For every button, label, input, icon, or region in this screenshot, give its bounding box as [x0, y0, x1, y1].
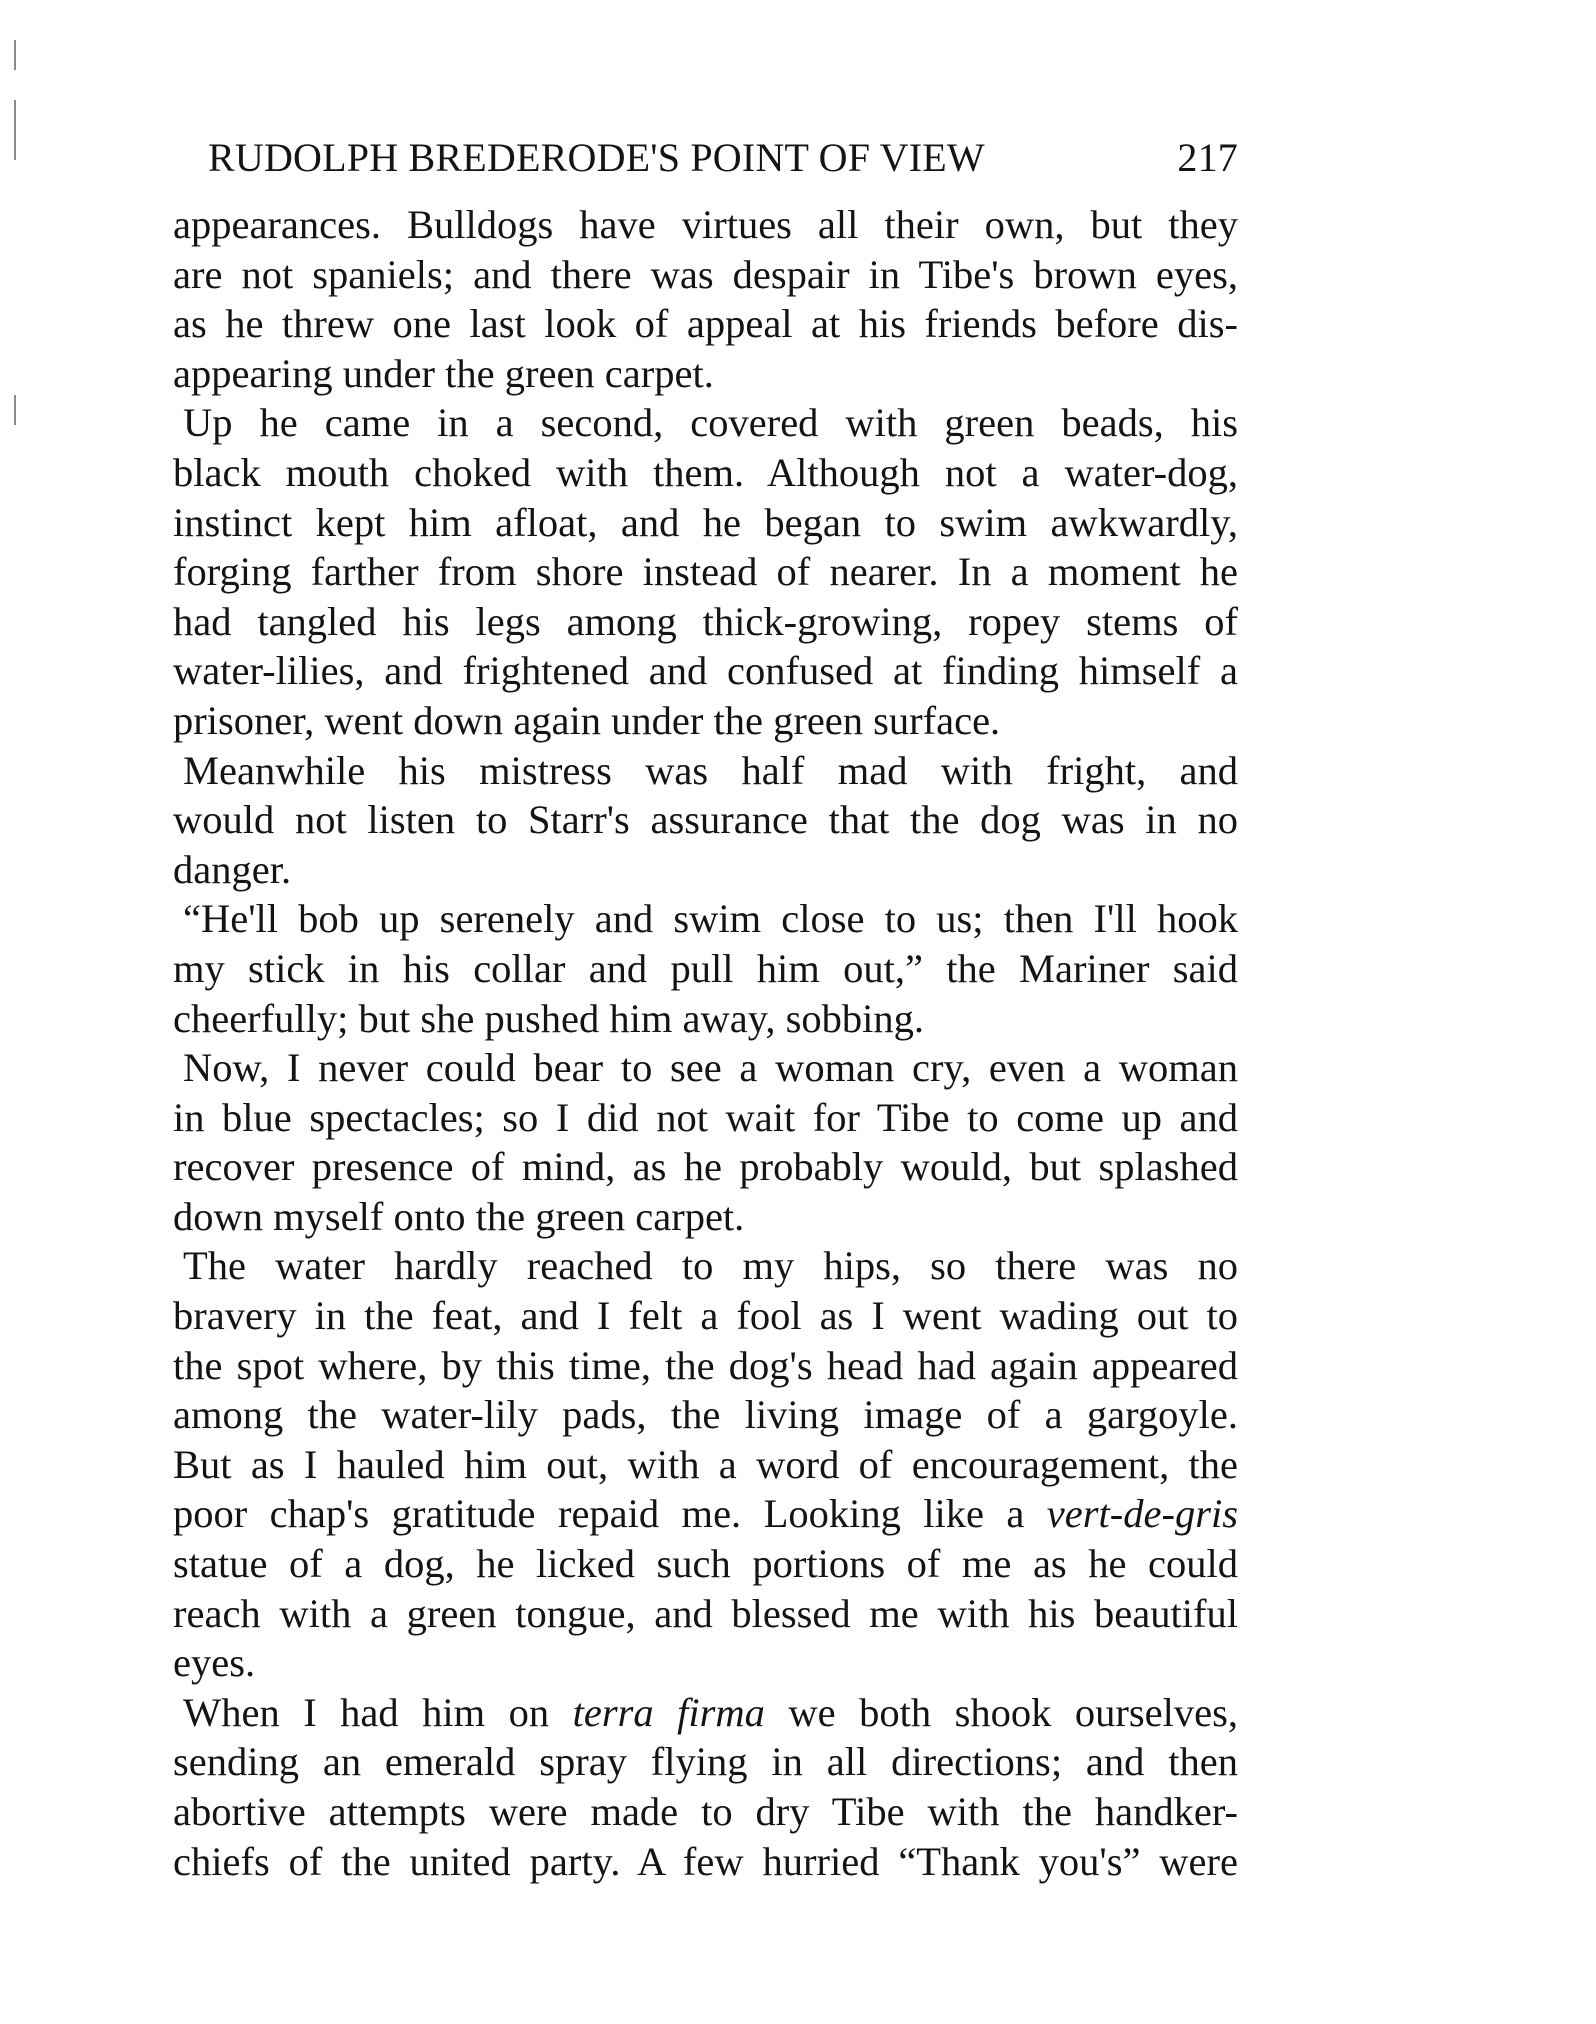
text-line: as he threw one last look of appeal at his friends before dis-	[173, 301, 1238, 347]
text-line: cheerfully; but she pushed him away, sobbing.	[173, 995, 924, 1041]
italic-phrase: vert-de-gris	[1046, 1491, 1238, 1537]
text-line: “He'll bob up serenely and swim close to us; then I'll hook	[183, 896, 1238, 942]
text-line-with-italic	[173, 1688, 1238, 1738]
text-line: chiefs of the united party. A few hurried “Thank you's” were	[173, 1838, 1238, 1884]
text-line: down myself onto the green carpet.	[173, 1193, 745, 1239]
text-line: among the water-lily pads, the living image of a gargoyle.	[173, 1392, 1238, 1438]
text-segment: When I had him on	[183, 1689, 573, 1735]
text-line: my stick in his collar and pull him out,” the Mariner said	[173, 945, 1238, 991]
text-line: would not listen to Starr's assurance that the dog was in no	[173, 797, 1238, 843]
paragraph	[173, 746, 1238, 895]
text-line: recover presence of mind, as he probably would, but splashed	[173, 1144, 1238, 1190]
text-line: had tangled his legs among thick-growing, ropey stems of	[173, 598, 1238, 644]
text-line: black mouth choked with them. Although not a water-dog,	[173, 449, 1238, 495]
text-line: appearing under the green carpet.	[173, 350, 714, 396]
body-text	[173, 200, 1238, 1886]
scan-artifact	[14, 395, 16, 425]
running-title: RUDOLPH BREDERODE'S POINT OF VIEW	[208, 135, 985, 180]
text-line: prisoner, went down again under the green surface.	[173, 697, 1001, 743]
text-line: forging farther from shore instead of nearer. In a moment he	[173, 549, 1238, 595]
paragraph	[173, 1688, 1238, 1886]
text-line: sending an emerald spray flying in all directions; and then	[173, 1739, 1238, 1785]
text-line: Meanwhile his mistress was half mad with fright, and	[183, 747, 1238, 793]
text-line: water-lilies, and frightened and confused at finding himself a	[173, 648, 1238, 694]
text-line: the spot where, by this time, the dog's head had again appeared	[173, 1342, 1238, 1388]
italic-phrase: terra firma	[572, 1689, 765, 1735]
scan-artifact	[14, 100, 16, 160]
paragraph	[173, 1241, 1238, 1687]
running-header	[208, 134, 1238, 194]
text-line: appearances. Bulldogs have virtues all their own, but they	[173, 202, 1238, 247]
text-line: are not spaniels; and there was despair in Tibe's brown eyes,	[173, 251, 1238, 297]
paragraph	[173, 398, 1238, 745]
text-line: reach with a green tongue, and blessed me with his beautiful	[173, 1590, 1238, 1636]
text-line: bravery in the feat, and I felt a fool as I went wading out to	[173, 1293, 1238, 1339]
text-line: eyes.	[173, 1640, 256, 1686]
text-line: in blue spectacles; so I did not wait for Tibe to come up and	[173, 1094, 1238, 1140]
text-line: The water hardly reached to my hips, so there was no	[183, 1243, 1238, 1289]
text-segment: we both shook ourselves,	[764, 1689, 1239, 1735]
text-line-with-italic	[173, 1489, 1238, 1539]
text-line: instinct kept him afloat, and he began to swim awkwardly,	[173, 499, 1238, 545]
text-segment: poor chap's gratitude repaid me. Looking like a	[173, 1491, 1047, 1537]
page-number: 217	[1177, 135, 1238, 180]
text-line: Now, I never could bear to see a woman cry, even a woman	[183, 1045, 1238, 1091]
paragraph	[173, 1043, 1238, 1241]
text-line: statue of a dog, he licked such portions of me as he could	[173, 1541, 1238, 1587]
text-line: But as I hauled him out, with a word of encouragement, the	[173, 1441, 1238, 1487]
text-line: Up he came in a second, covered with green beads, his	[183, 400, 1238, 446]
paragraph	[173, 894, 1238, 1043]
paragraph	[173, 200, 1238, 398]
text-line: abortive attempts were made to dry Tibe with the handker-	[173, 1789, 1238, 1834]
text-line: danger.	[173, 846, 292, 892]
scan-artifact	[14, 40, 16, 70]
